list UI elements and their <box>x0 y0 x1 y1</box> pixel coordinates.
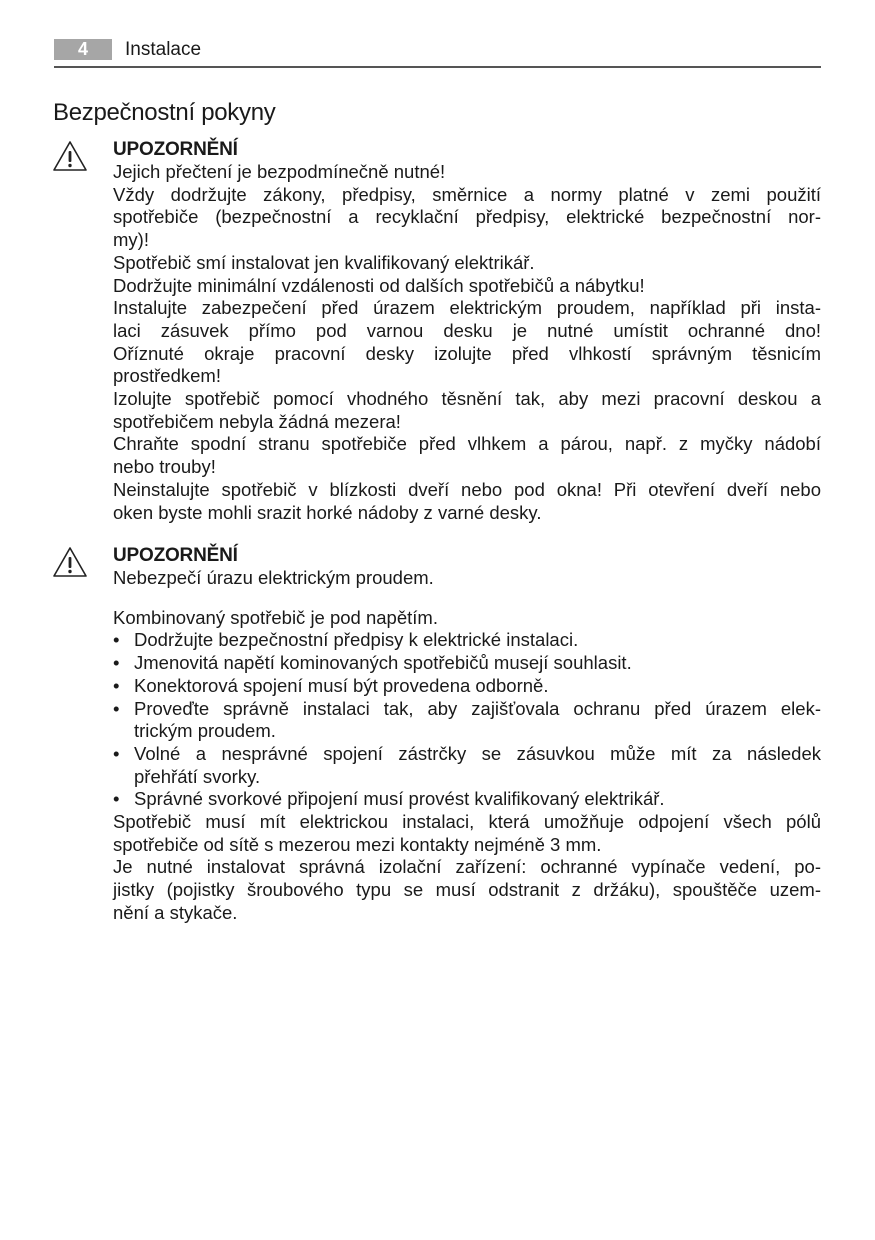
bullet-item <box>113 652 821 675</box>
text-line: Izolujte spotřebič pomocí vhodného těsnění tak, aby mezi pracovní deskou a <box>113 388 821 410</box>
text-line: Jejich přečtení je bezpodmínečně nutné! <box>113 161 446 182</box>
bullet-marker: • <box>113 674 120 696</box>
text-line: Neinstalujte spotřebič v blízkosti dveří nebo pod okna! Při otevření dveří nebo <box>113 478 821 500</box>
bullet-text: přehřátí svorky. <box>134 765 261 787</box>
section-name: Instalace <box>125 39 202 60</box>
text-line: Dodržujte minimální vzdálenosti od dalších spotřebičů a nábytku! <box>113 274 645 296</box>
text-line: oken byste mohli srazit horké nádoby z varné desky. <box>113 501 542 523</box>
text-line: Vždy dodržujte zákony, předpisy, směrnice a normy platné v zemi použití <box>113 183 821 205</box>
bullet-item <box>113 698 821 743</box>
bullet-text: Správné svorkové připojení musí provést kvalifikovaný elektrikář. <box>134 788 665 810</box>
warning-label: UPOZORNĚNÍ <box>113 139 238 160</box>
bullet-list <box>113 629 821 811</box>
bullet-marker: • <box>113 652 120 674</box>
bullet-marker: • <box>113 788 120 810</box>
text-line: Oříznuté okraje pracovní desky izolujte před vlhkostí správným těsnicím <box>113 342 821 364</box>
page-header <box>54 38 821 68</box>
text-line: laci zásuvek přímo pod varnou desku je nutné umístit ochranné dno! <box>113 319 821 341</box>
text-line: Chraňte spodní stranu spotřebiče před vlhkem a párou, např. z myčky nádobí <box>113 433 821 455</box>
text-line: Je nutné instalovat správná izolační zařízení: ochranné vypínače vedení, po- <box>113 856 821 878</box>
bullet-text: Dodržujte bezpečnostní předpisy k elektrické instalaci. <box>134 629 579 651</box>
warning-text <box>113 161 821 524</box>
text-line: Instalujte zabezpečení před úrazem elektrickým proudem, například při insta- <box>113 297 821 319</box>
bullet-text: Jmenovitá napětí kominovaných spotřebičů musejí souhlasit. <box>134 652 632 674</box>
bullet-text: Volné a nesprávné spojení zástrčky se zásuvkou může mít za následek <box>134 742 821 764</box>
warning-block-general <box>113 138 821 524</box>
page-title: Bezpečnostní pokyny <box>53 99 276 126</box>
warning-lead: Kombinovaný spotřebič je pod napětím. <box>113 606 438 628</box>
bullet-item <box>113 629 821 652</box>
bullet-marker: • <box>113 697 120 719</box>
bullet-marker: • <box>113 629 120 651</box>
bullet-item <box>113 743 821 788</box>
text-line: prostředkem! <box>113 365 221 387</box>
bullet-text: Konektorová spojení musí být provedena odborně. <box>134 674 549 696</box>
text-line: Spotřebič musí mít elektrickou instalaci, která umožňuje odpojení všech pólů <box>113 811 821 833</box>
text-line: spotřebiče (bezpečnostní a recyklační předpisy, elektrické bezpečnostní nor- <box>113 206 821 228</box>
warning-label: UPOZORNĚNÍ <box>113 545 238 566</box>
warning-triangle-icon <box>52 546 88 578</box>
bullet-item <box>113 675 821 698</box>
warning-block-electrical <box>113 544 821 925</box>
text-line: jistky (pojistky šroubového typu se musí odstranit z držáku), spouštěče uzem- <box>113 879 821 901</box>
text-line: spotřebičem nebyla žádná mezera! <box>113 410 401 432</box>
text-line: nebo trouby! <box>113 456 216 478</box>
bullet-text: trickým proudem. <box>134 720 276 742</box>
warning-triangle-icon <box>52 140 88 172</box>
page-number: 4 <box>54 39 112 60</box>
text-line: my)! <box>113 229 149 251</box>
bullet-text: Proveďte správně instalaci tak, aby zajišťovala ochranu před úrazem elek- <box>134 697 821 719</box>
bullet-marker: • <box>113 742 120 764</box>
warning-closing-text <box>113 811 821 925</box>
text-line: Spotřebič smí instalovat jen kvalifikovaný elektrikář. <box>113 251 535 273</box>
bullet-item <box>113 788 821 811</box>
warning-intro: Nebezpečí úrazu elektrickým proudem. <box>113 567 434 588</box>
text-line: spotřebiče od sítě s mezerou mezi kontakty nejméně 3 mm. <box>113 833 602 855</box>
text-line: nění a stykače. <box>113 901 238 923</box>
